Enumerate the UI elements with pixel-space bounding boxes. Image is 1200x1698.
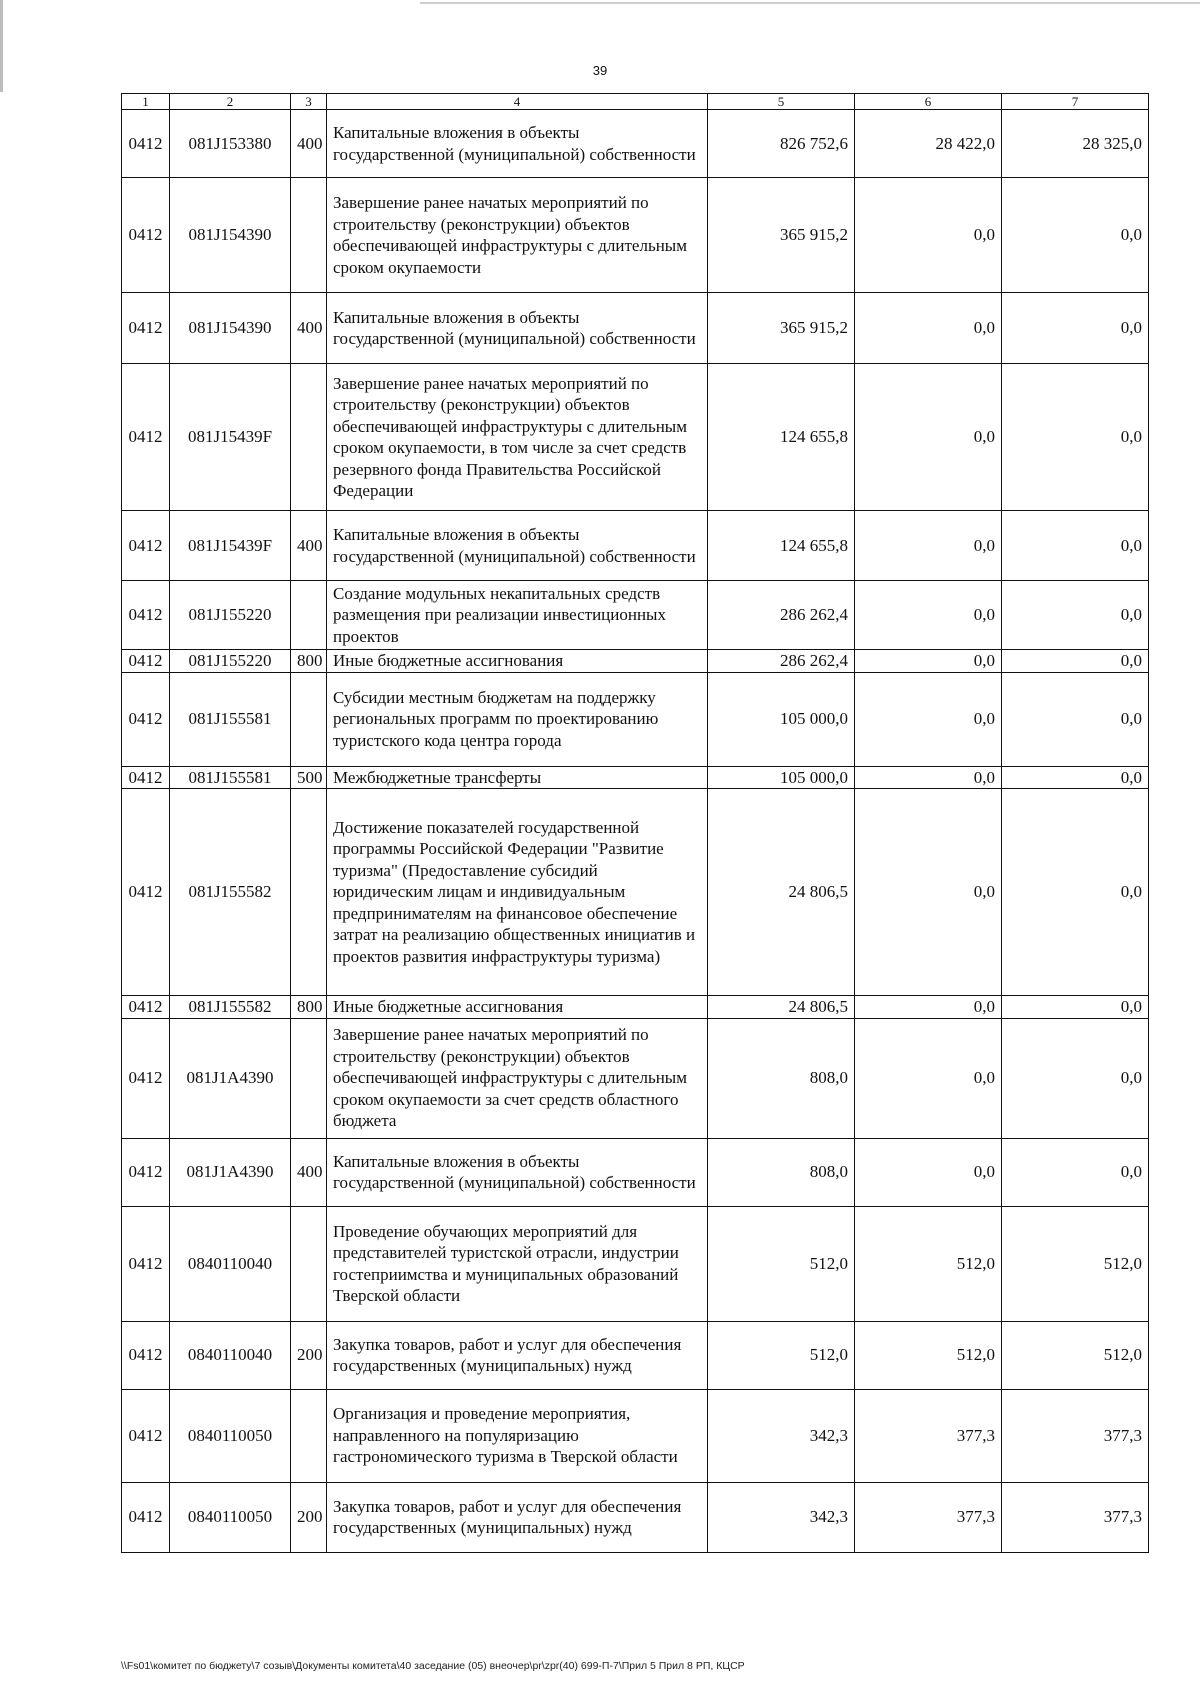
amount-col5: 124 655,8: [708, 511, 855, 581]
amount-col7: 0,0: [1002, 672, 1149, 766]
amount-col7: 377,3: [1002, 1482, 1149, 1552]
table-row: [122, 110, 1149, 178]
amount-col6: 0,0: [855, 996, 1002, 1019]
amount-col6: 0,0: [855, 672, 1002, 766]
amount-col7: 377,3: [1002, 1389, 1149, 1482]
table-row: [122, 1018, 1149, 1138]
amount-col7: 28 325,0: [1002, 110, 1149, 178]
item-name: Закупка товаров, работ и услуг для обеспечения государственных (муниципальных) нужд: [327, 1482, 708, 1552]
table-row: [122, 581, 1149, 650]
section-code: 0412: [122, 1206, 170, 1321]
amount-col6: 0,0: [855, 789, 1002, 996]
amount-col6: 0,0: [855, 364, 1002, 511]
amount-col6: 512,0: [855, 1321, 1002, 1389]
table-row: [122, 996, 1149, 1019]
column-header: 2: [170, 94, 291, 110]
amount-col6: 0,0: [855, 650, 1002, 673]
table-row: [122, 1321, 1149, 1389]
column-header: 7: [1002, 94, 1149, 110]
section-code: 0412: [122, 789, 170, 996]
expense-type-code: 400: [291, 511, 327, 581]
section-code: 0412: [122, 1389, 170, 1482]
item-name: Капитальные вложения в объекты государственной (муниципальной) собственности: [327, 1138, 708, 1206]
amount-col5: 286 262,4: [708, 650, 855, 673]
document-file-path: \\Fs01\комитет по бюджету\7 созыв\Документы комитета\40 заседание (05) внеочер\pr\zpr(40) 699-П-7\Прил 5 Прил 8 РП, КЦСР: [121, 1660, 745, 1672]
section-code: 0412: [122, 581, 170, 650]
amount-col5: 365 915,2: [708, 178, 855, 293]
expense-type-code: [291, 581, 327, 650]
target-article-code: 081J1A4390: [170, 1138, 291, 1206]
table-row: [122, 511, 1149, 581]
expense-type-code: [291, 672, 327, 766]
expense-type-code: [291, 364, 327, 511]
expense-type-code: [291, 1206, 327, 1321]
item-name: Создание модульных некапитальных средств размещения при реализации инвестиционных проектов: [327, 581, 708, 650]
item-name: Капитальные вложения в объекты государственной (муниципальной) собственности: [327, 293, 708, 364]
amount-col7: 0,0: [1002, 996, 1149, 1019]
amount-col7: 0,0: [1002, 766, 1149, 789]
table-row: [122, 1138, 1149, 1206]
amount-col6: 0,0: [855, 766, 1002, 789]
table-row: [122, 1206, 1149, 1321]
target-article-code: 081J15439F: [170, 364, 291, 511]
expense-type-code: 200: [291, 1321, 327, 1389]
expense-type-code: 200: [291, 1482, 327, 1552]
expense-type-code: 500: [291, 766, 327, 789]
section-code: 0412: [122, 511, 170, 581]
section-code: 0412: [122, 650, 170, 673]
target-article-code: 081J154390: [170, 293, 291, 364]
item-name: Достижение показателей государственной программы Российской Федерации "Развитие туризма" (Предоставление субсидий юридическим лицам и индивидуальным предпринимателям на финансовое обеспечение затрат на реализацию общественных инициатив и проектов развития инфраструктуры туризма): [327, 789, 708, 996]
amount-col7: 512,0: [1002, 1206, 1149, 1321]
expense-type-code: 800: [291, 996, 327, 1019]
amount-col7: 0,0: [1002, 1138, 1149, 1206]
table-row: [122, 178, 1149, 293]
expense-type-code: 800: [291, 650, 327, 673]
section-code: 0412: [122, 364, 170, 511]
amount-col6: 0,0: [855, 1018, 1002, 1138]
amount-col5: 24 806,5: [708, 996, 855, 1019]
table-row: [122, 672, 1149, 766]
scan-edge-top: [420, 2, 1200, 4]
target-article-code: 081J15439F: [170, 511, 291, 581]
table-row: [122, 789, 1149, 996]
amount-col6: 0,0: [855, 1138, 1002, 1206]
section-code: 0412: [122, 766, 170, 789]
amount-col7: 0,0: [1002, 789, 1149, 996]
amount-col5: 808,0: [708, 1138, 855, 1206]
table-row: [122, 650, 1149, 673]
item-name: Завершение ранее начатых мероприятий по строительству (реконструкции) объектов обеспечивающей инфраструктуры с длительным сроком окупаемости, в том числе за счет средств резервного фонда Правительства Российской Федерации: [327, 364, 708, 511]
target-article-code: 081J155220: [170, 581, 291, 650]
target-article-code: 081J153380: [170, 110, 291, 178]
target-article-code: 081J154390: [170, 178, 291, 293]
section-code: 0412: [122, 1018, 170, 1138]
amount-col5: 124 655,8: [708, 364, 855, 511]
item-name: Организация и проведение мероприятия, направленного на популяризацию гастрономического туризма в Тверской области: [327, 1389, 708, 1482]
table-row: [122, 1482, 1149, 1552]
amount-col5: 512,0: [708, 1206, 855, 1321]
expense-type-code: [291, 789, 327, 996]
target-article-code: 081J155220: [170, 650, 291, 673]
amount-col7: 0,0: [1002, 178, 1149, 293]
target-article-code: 0840110040: [170, 1206, 291, 1321]
target-article-code: 081J155581: [170, 672, 291, 766]
column-header: 4: [327, 94, 708, 110]
scan-edge-left: [0, 0, 3, 92]
item-name: Субсидии местным бюджетам на поддержку региональных программ по проектированию туристского кода центра города: [327, 672, 708, 766]
amount-col6: 377,3: [855, 1389, 1002, 1482]
target-article-code: 081J1A4390: [170, 1018, 291, 1138]
section-code: 0412: [122, 178, 170, 293]
amount-col7: 0,0: [1002, 511, 1149, 581]
item-name: Проведение обучающих мероприятий для представителей туристской отрасли, индустрии гостеприимства и муниципальных образований Тверской области: [327, 1206, 708, 1321]
amount-col6: 0,0: [855, 511, 1002, 581]
item-name: Иные бюджетные ассигнования: [327, 650, 708, 673]
target-article-code: 081J155581: [170, 766, 291, 789]
amount-col6: 377,3: [855, 1482, 1002, 1552]
section-code: 0412: [122, 1482, 170, 1552]
amount-col6: 28 422,0: [855, 110, 1002, 178]
amount-col5: 105 000,0: [708, 766, 855, 789]
item-name: Закупка товаров, работ и услуг для обеспечения государственных (муниципальных) нужд: [327, 1321, 708, 1389]
section-code: 0412: [122, 1321, 170, 1389]
amount-col5: 286 262,4: [708, 581, 855, 650]
item-name: Завершение ранее начатых мероприятий по строительству (реконструкции) объектов обеспечивающей инфраструктуры с длительным сроком окупаемости: [327, 178, 708, 293]
amount-col7: 0,0: [1002, 650, 1149, 673]
item-name: Капитальные вложения в объекты государственной (муниципальной) собственности: [327, 110, 708, 178]
amount-col7: 0,0: [1002, 581, 1149, 650]
amount-col7: 0,0: [1002, 364, 1149, 511]
column-header: 1: [122, 94, 170, 110]
amount-col5: 342,3: [708, 1482, 855, 1552]
amount-col5: 105 000,0: [708, 672, 855, 766]
expense-type-code: 400: [291, 1138, 327, 1206]
item-name: Иные бюджетные ассигнования: [327, 996, 708, 1019]
target-article-code: 081J155582: [170, 996, 291, 1019]
amount-col7: 0,0: [1002, 293, 1149, 364]
section-code: 0412: [122, 996, 170, 1019]
column-header: 5: [708, 94, 855, 110]
amount-col5: 512,0: [708, 1321, 855, 1389]
expense-type-code: [291, 1389, 327, 1482]
section-code: 0412: [122, 293, 170, 364]
amount-col7: 512,0: [1002, 1321, 1149, 1389]
amount-col6: 0,0: [855, 178, 1002, 293]
target-article-code: 0840110040: [170, 1321, 291, 1389]
item-name: Капитальные вложения в объекты государственной (муниципальной) собственности: [327, 511, 708, 581]
amount-col5: 365 915,2: [708, 293, 855, 364]
budget-table: [121, 93, 1149, 1553]
expense-type-code: 400: [291, 110, 327, 178]
amount-col5: 24 806,5: [708, 789, 855, 996]
section-code: 0412: [122, 110, 170, 178]
target-article-code: 0840110050: [170, 1482, 291, 1552]
amount-col6: 0,0: [855, 581, 1002, 650]
table-row: [122, 364, 1149, 511]
amount-col5: 808,0: [708, 1018, 855, 1138]
table-row: [122, 766, 1149, 789]
expense-type-code: [291, 1018, 327, 1138]
amount-col5: 826 752,6: [708, 110, 855, 178]
amount-col6: 0,0: [855, 293, 1002, 364]
item-name: Межбюджетные трансферты: [327, 766, 708, 789]
item-name: Завершение ранее начатых мероприятий по строительству (реконструкции) объектов обеспечивающей инфраструктуры с длительным сроком окупаемости за счет средств областного бюджета: [327, 1018, 708, 1138]
column-header: 3: [291, 94, 327, 110]
table-row: [122, 1389, 1149, 1482]
column-header: 6: [855, 94, 1002, 110]
amount-col5: 342,3: [708, 1389, 855, 1482]
expense-type-code: [291, 178, 327, 293]
amount-col6: 512,0: [855, 1206, 1002, 1321]
section-code: 0412: [122, 672, 170, 766]
page-number: 39: [592, 63, 608, 78]
expense-type-code: 400: [291, 293, 327, 364]
table-row: [122, 293, 1149, 364]
target-article-code: 0840110050: [170, 1389, 291, 1482]
section-code: 0412: [122, 1138, 170, 1206]
amount-col7: 0,0: [1002, 1018, 1149, 1138]
header-row: [122, 94, 1149, 110]
target-article-code: 081J155582: [170, 789, 291, 996]
